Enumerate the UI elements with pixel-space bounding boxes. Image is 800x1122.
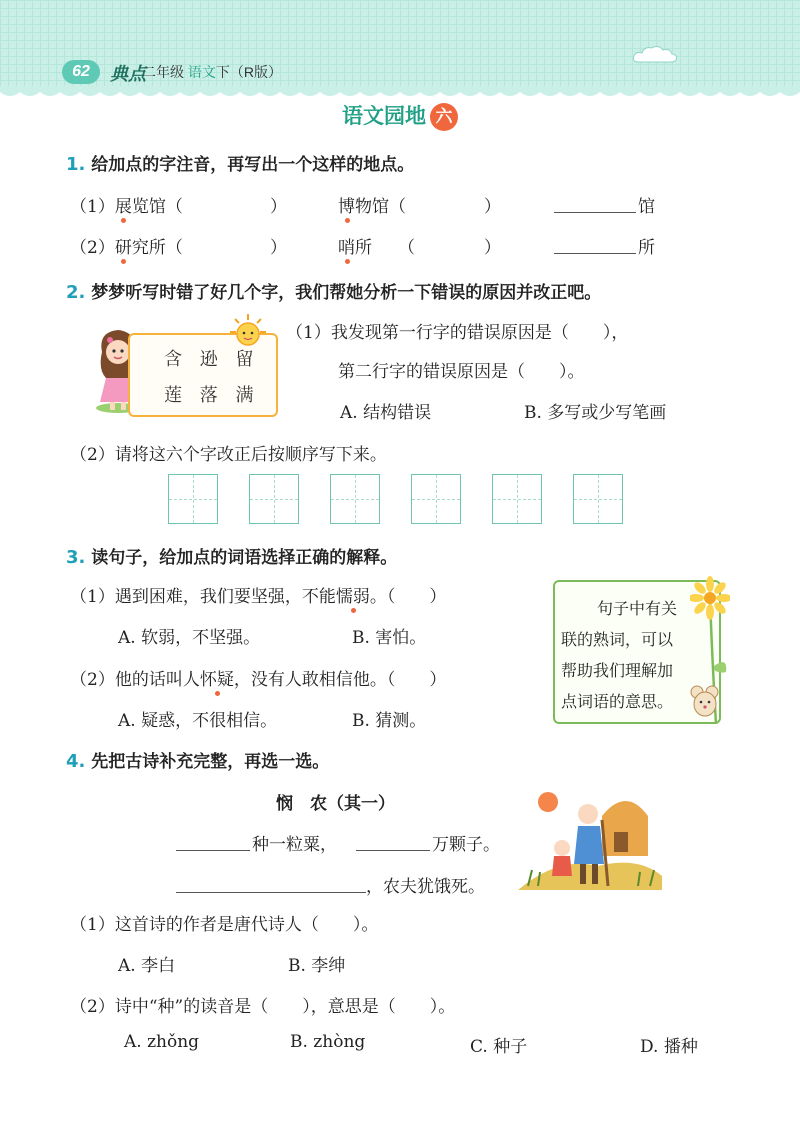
question-3-text: 读句子，给加点的词语选择正确的解释。 (91, 548, 398, 568)
q1-row-2-label: （2） (70, 238, 115, 258)
q3-s2-option-a: A. 疑惑，不很相信。 (118, 711, 278, 731)
poem-blank-1[interactable] (176, 834, 250, 851)
q1-row-1-answer-line[interactable] (554, 196, 636, 213)
question-4-heading (66, 747, 329, 772)
q1-row-2-word-2 (338, 233, 372, 258)
q3-s2-post: ，没有人敢相信他。（ ） (233, 670, 447, 690)
edition-label: （R版） (229, 64, 283, 80)
q4-option-b: B. zhòng (290, 1032, 366, 1052)
writing-grid-cell[interactable] (411, 474, 461, 524)
dotted-char: 展 (114, 197, 132, 217)
q1-row-2-answer-line[interactable] (554, 237, 636, 254)
q1-row-1-paren2-close: ） (484, 197, 501, 217)
q3-sentence-2 (70, 665, 446, 690)
q2-sub2-label: （2） (70, 445, 115, 465)
title-badge: 六 (430, 103, 458, 131)
question-2-text: 梦梦听写时错了好几个字，我们帮她分析一下错误的原因并改正吧。 (91, 283, 602, 303)
q1-row-1-word-1: 览馆 (131, 197, 166, 217)
poem-line-2: ，农夫犹饿死。 (366, 877, 485, 897)
page-number-badge: 62 (62, 60, 100, 84)
volume-label: 下 (215, 64, 230, 80)
paren: （ (165, 197, 183, 217)
q3-s1-pre: 遇到困难，我们要坚强，不能 (114, 587, 336, 607)
q4-sub1 (70, 910, 378, 935)
page-title (0, 100, 800, 131)
q3-s2-label: （2） (70, 670, 115, 690)
q4-s2-text: 诗中“种”的读音是（ ），意思是（ ）。 (114, 997, 456, 1017)
q1-row-1-label: （1） (70, 197, 115, 217)
q3-s1-label: （1） (70, 587, 115, 607)
poem-blank-2[interactable] (356, 834, 430, 851)
card-line-1: 含 逊 留 (164, 349, 260, 370)
q4-s1-text: 这首诗的作者是唐代诗人（ ）。 (114, 915, 379, 935)
card-line-2: 莲 落 满 (164, 385, 260, 406)
q3-s1-post: 。（ ） (369, 587, 447, 607)
dotted-char: 研 (114, 238, 132, 258)
q3-s2-option-b: B. 猜测。 (352, 711, 427, 731)
question-3-number: 3. (66, 547, 86, 568)
dotted-word: 怀疑 (199, 670, 234, 690)
hint-line-3: 帮助我们理解加 (561, 661, 674, 680)
paren: （ (389, 197, 406, 217)
q1-row-1-paren-close: ） (270, 197, 287, 217)
q2-sub1 (286, 318, 628, 343)
grade-label: 二年级 (142, 64, 184, 80)
book-info (142, 62, 282, 82)
q2-sub2-text: 请将这六个字改正后按顺序写下来。 (114, 445, 387, 465)
writing-grid-cell[interactable] (168, 474, 218, 524)
q2-sub1-label: （1） (286, 323, 331, 343)
dotted-char: 博 (338, 197, 355, 217)
question-1-heading (66, 150, 414, 175)
poem-title: 悯 农（其一） (276, 794, 395, 814)
q2-option-b: B. 多写或少写笔画 (524, 403, 667, 423)
q3-sentence-1 (70, 582, 446, 607)
question-2-number: 2. (66, 282, 86, 303)
poem-blank-3[interactable] (176, 876, 366, 893)
q4-option-d: D. 播种 (640, 1037, 698, 1057)
question-4-number: 4. (66, 751, 86, 772)
q4-s2-label: （2） (70, 997, 115, 1017)
q1-row-2-word-1: 究所 (131, 238, 166, 258)
poem-line-1-b: 万颗子。 (432, 835, 500, 855)
hint-line-2: 联的熟词，可以 (561, 630, 674, 649)
q1-row-2-paren2-close: ） (484, 238, 501, 258)
q4-option-a: A. zhǒng (124, 1032, 200, 1052)
writing-grid-cell[interactable] (330, 474, 380, 524)
q4-s1-option-a: A. 李白 (118, 956, 176, 976)
dotted-char: 哨 (338, 238, 355, 258)
dotted-word: 懦弱 (335, 587, 370, 607)
hint-line-4: 点词语的意思。 (561, 692, 674, 711)
poem-line-1-a: 种一粒粟， (252, 835, 337, 855)
hint-line-1: 句子中有关 (597, 599, 678, 618)
paren: （ (165, 238, 183, 258)
q4-sub2 (70, 992, 455, 1017)
title-text: 语文园地 (342, 104, 426, 128)
q1-row-2-paren2-open: （ (398, 238, 415, 258)
q2-sub1-text-b: 第二行字的错误原因是（ ）。 (338, 362, 585, 382)
farmer-illustration (518, 786, 662, 890)
q4-option-c: C. 种子 (470, 1037, 528, 1057)
sun-icon (226, 312, 270, 352)
question-2-heading (66, 278, 601, 303)
brand-logo: 典点 (110, 64, 146, 84)
writing-grid-cell[interactable] (573, 474, 623, 524)
q4-s1-label: （1） (70, 915, 115, 935)
question-1-text: 给加点的字注音，再写出一个这样的地点。 (91, 155, 415, 175)
writing-grid-cell[interactable] (249, 474, 299, 524)
q3-s2-pre: 他的话叫人 (114, 670, 200, 690)
q1-row-2-paren-close: ） (270, 238, 287, 258)
q1-row-2 (70, 233, 183, 258)
writing-grid-cell[interactable] (492, 474, 542, 524)
question-3-heading (66, 543, 397, 568)
q1-row-2-word-2-rest: 所 (355, 238, 372, 258)
subject-label: 语文 (187, 64, 216, 80)
q1-row-1-word-2 (338, 192, 406, 217)
q4-s1-option-b: B. 李绅 (288, 956, 346, 976)
q1-row-1-suffix: 馆 (638, 197, 655, 217)
question-1-number: 1. (66, 154, 86, 175)
q3-s1-option-b: B. 害怕。 (352, 628, 427, 648)
question-4-text: 先把古诗补充完整，再选一选。 (91, 752, 330, 772)
cloud-icon (630, 44, 680, 66)
mouse-icon (688, 684, 722, 720)
q2-sub1-text-a: 我发现第一行字的错误原因是（ ）， (330, 323, 629, 343)
q1-row-2-suffix: 所 (638, 238, 655, 258)
header-wave-edge (0, 86, 800, 100)
q3-s1-option-a: A. 软弱，不坚强。 (118, 628, 261, 648)
q2-option-a: A. 结构错误 (340, 403, 432, 423)
q1-row-1-word-2-rest: 物馆 (355, 197, 389, 217)
q2-sub2 (70, 440, 387, 465)
q1-row-1 (70, 192, 183, 217)
